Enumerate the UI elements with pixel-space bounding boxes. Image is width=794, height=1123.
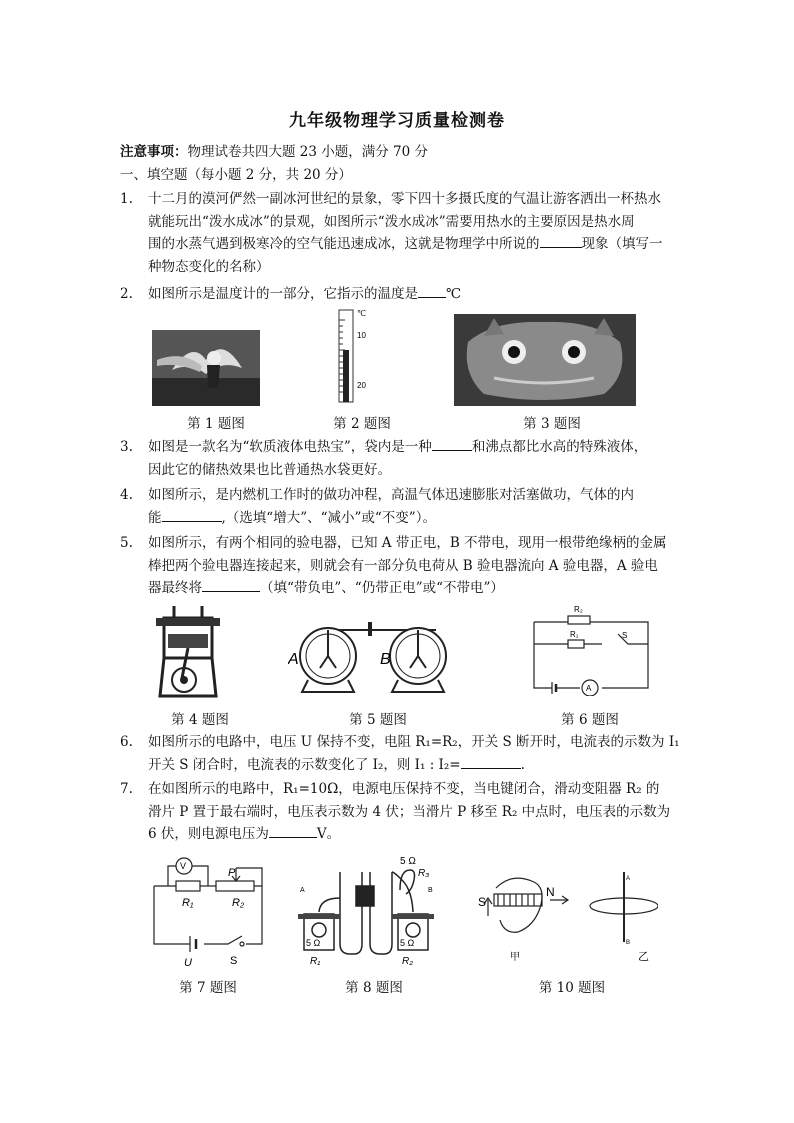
notice-text: 物理试卷共四大题 23 小题，满分 70 分	[187, 144, 429, 160]
answer-blank[interactable]	[418, 283, 446, 298]
question-number: 5.	[120, 535, 133, 551]
figure-caption: 第 4 题图	[171, 712, 229, 728]
page-title: 九年级物理学习质量检测卷	[289, 111, 505, 131]
figure-6-circuit	[528, 604, 654, 696]
figure-1-photo	[152, 330, 260, 406]
f8-5ohm-left-label: 5 Ω	[306, 938, 321, 948]
thermo-unit-label: ℃	[357, 309, 366, 318]
figure-caption: 第 3 题图	[523, 416, 581, 432]
question-line: 围的水蒸气遇到极寒冷的空气能迅速成冰，这就是物理学中所说的 现象（填写一	[148, 233, 663, 256]
f8-r1-label: R₁	[310, 956, 321, 967]
f10-a-label: A	[626, 876, 631, 882]
question-number: 3.	[120, 439, 133, 455]
question-number: 6.	[120, 734, 133, 750]
question-line: 如图是一款名为“软质液体电热宝”，袋内是一种 和沸点都比水高的特殊液体，	[148, 436, 647, 459]
figure-caption: 第 10 题图	[538, 980, 606, 996]
c7-p-label: P	[228, 867, 236, 879]
question-line: 在如图所示的电路中，R₁=10Ω，电源电压保持不变，当电键闭合，滑动变阻器 R₂ 的	[148, 781, 660, 797]
question-number: 7.	[120, 781, 133, 797]
electroscope-a-label: A	[288, 651, 299, 668]
c6-s-label: S	[622, 631, 628, 640]
question-line: 如图所示是温度计的一部分，它指示的温度是 ℃	[148, 283, 461, 306]
c7-voltmeter-label: V	[180, 861, 187, 871]
question-line: 如图所示，是内燃机工作时的做功冲程，高温气体迅速膨胀对活塞做功，气体的内	[148, 487, 634, 503]
question-number: 1.	[120, 191, 133, 207]
figure-caption: 第 2 题图	[333, 416, 391, 432]
question-line: 如图所示，有两个相同的验电器，已知 A 带正电，B 不带电，现用一根带绝缘柄的金属	[148, 535, 667, 551]
question-line: 器最终将 （填“带负电”、“仍带正电”或“不带电”）	[148, 577, 667, 600]
f8-5ohm-right-label: 5 Ω	[400, 938, 415, 948]
c7-r2-label: R₂	[232, 897, 245, 909]
answer-blank[interactable]	[432, 436, 472, 451]
f8-r2-label: R₂	[402, 956, 414, 967]
c6-r1-label: R₁	[570, 630, 579, 639]
thermo-20-label: 20	[357, 381, 366, 390]
question-number: 4.	[120, 487, 133, 503]
figure-caption: 第 8 题图	[345, 980, 403, 996]
question-line: 开关 S 闭合时，电流表的示数变化了 I₂，则 I₁ : I₂= .	[148, 754, 680, 777]
question-line: 棒把两个验电器连接起来，则就会有一部分负电荷从 B 验电器流向 A 验电器，A 验电	[148, 557, 658, 574]
answer-blank[interactable]	[461, 754, 521, 769]
question-line: 十二月的漠河俨然一副冰河世纪的景象，零下四十多摄氏度的气温让游客洒出一杯热水	[148, 191, 661, 207]
f8-5ohm-top-label: 5 Ω	[400, 856, 416, 867]
f8-a-label: A	[300, 887, 305, 894]
question-line: 种物态变化的名称）	[148, 258, 270, 275]
f10-s-label: S	[478, 895, 487, 909]
question-line: 因此它的储热效果也比普通热水袋更好。	[148, 461, 391, 478]
answer-blank[interactable]	[202, 577, 260, 592]
f10-b-label: B	[626, 940, 631, 946]
f10-jia-label: 甲	[510, 952, 520, 963]
notice	[120, 142, 428, 162]
f8-r3-label: R₃	[418, 868, 430, 879]
figure-caption: 第 5 题图	[349, 712, 407, 728]
answer-blank[interactable]	[540, 233, 582, 248]
f10-n-label: N	[546, 885, 555, 899]
question-line: 滑片 P 置于最右端时，电压表示数为 4 伏；当滑片 P 移至 R₂ 中点时，电压表的示数为	[148, 803, 671, 820]
figure-4-engine	[150, 604, 226, 704]
question-number: 2.	[120, 286, 133, 302]
figure-5-electroscopes	[288, 610, 458, 700]
f8-b-label: B	[428, 887, 433, 894]
figure-caption: 第 6 题图	[561, 712, 619, 728]
thermo-10-label: 10	[357, 331, 366, 340]
figure-caption: 第 7 题图	[179, 980, 237, 996]
answer-blank[interactable]	[162, 507, 222, 522]
electroscope-b-label: B	[380, 651, 391, 668]
f10-yi-label: 乙	[638, 951, 649, 963]
figure-3-photo	[454, 314, 636, 406]
section-heading: 一、填空题（每小题 2 分，共 20 分）	[120, 167, 352, 183]
figure-8-apparatus	[296, 850, 436, 970]
c6-r2-label: R₂	[574, 605, 583, 614]
c7-u-label: U	[184, 957, 192, 969]
c7-s-label: S	[230, 955, 238, 967]
question-line: 能 ,（选填“增大”、“减小”或“不变”）。	[148, 507, 634, 530]
figure-2-thermometer	[333, 308, 373, 404]
answer-blank[interactable]	[269, 823, 317, 838]
question-line: 就能玩出“泼水成冰”的景观，如图所示“泼水成冰”需要用热水的主要原因是热水周	[148, 213, 635, 230]
c6-ammeter-label: A	[586, 684, 592, 693]
figure-7-circuit	[150, 856, 268, 970]
figure-10-magnetism	[474, 868, 658, 964]
notice-label: 注意事项：	[120, 144, 188, 160]
figure-caption: 第 1 题图	[187, 416, 245, 432]
question-line: 如图所示的电路中，电压 U 保持不变，电阻 R₁=R₂，开关 S 断开时，电流表的示数为 I₁	[148, 734, 680, 750]
c7-r1-label: R₁	[182, 897, 194, 909]
question-line: 6 伏，则电源电压为 V。	[148, 823, 670, 846]
